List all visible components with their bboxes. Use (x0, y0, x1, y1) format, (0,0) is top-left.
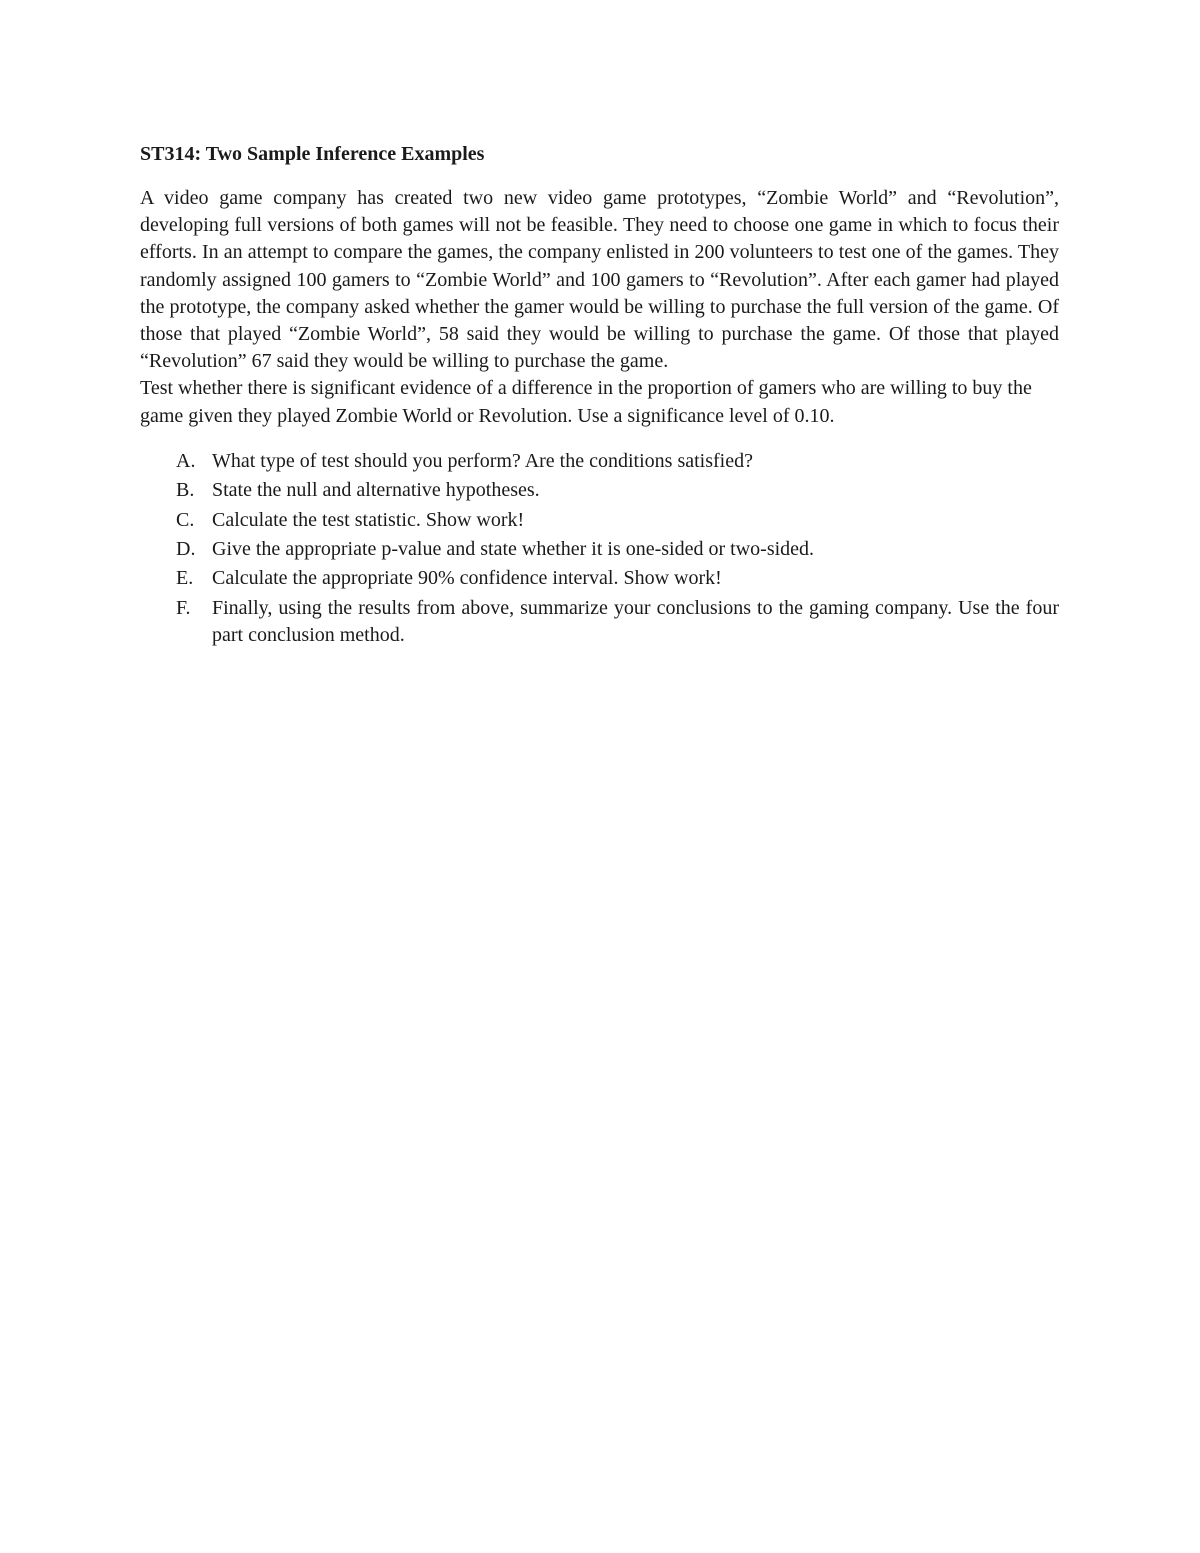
document-title: ST314: Two Sample Inference Examples (140, 143, 485, 165)
question-item (140, 477, 1059, 504)
question-list (140, 448, 1059, 649)
question-text: Give the appropriate p-value and state whether it is one-sided or two-sided. (212, 538, 815, 560)
document-body (140, 141, 1059, 651)
question-letter: F. (176, 596, 191, 619)
question-item (140, 507, 1059, 534)
question-text: Calculate the test statistic. Show work! (212, 508, 525, 531)
problem-paragraph: A video game company has created two new video game prototypes, “Zombie World” and “Revolution”, developing full versions of both games will not be feasible. They need to choose one game in which to focus their efforts. In an attempt to compare the games, the company enlisted in 200 volunteers to test one of the games. They randomly assigned 100 gamers to “Zombie World” and 100 gamers to “Revolution”. After each gamer had played the prototype, the company asked whether the gamer would be willing to purchase the full version of the game. Of those that played “Zombie World”, 58 said they would be willing to purchase the game. Of those that played “Revolution” 67 said they would be willing to purchase the game. (140, 187, 1059, 373)
question-text: What type of test should you perform? Are the conditions satisfied? (212, 449, 753, 472)
question-text: Finally, using the results from above, summarize your conclusions to the gaming company. Use the four part conclusion method. (212, 596, 1059, 646)
question-text: State the null and alternative hypotheses. (212, 479, 540, 502)
question-item (140, 536, 1059, 563)
question-letter: C. (176, 508, 195, 531)
question-letter: D. (176, 538, 196, 560)
question-letter: B. (176, 479, 195, 502)
question-letter: A. (176, 449, 196, 472)
question-text: Calculate the appropriate 90% confidence interval. Show work! (212, 567, 722, 590)
question-item (140, 595, 1059, 649)
question-item (140, 448, 1059, 475)
question-item (140, 565, 1059, 592)
question-letter: E. (176, 567, 194, 590)
test-instructions-paragraph: Test whether there is significant evidence of a difference in the proportion of gamers who are willing to buy the game given they played Zombie World or Revolution. Use a significance level of 0.10. (140, 377, 1032, 427)
